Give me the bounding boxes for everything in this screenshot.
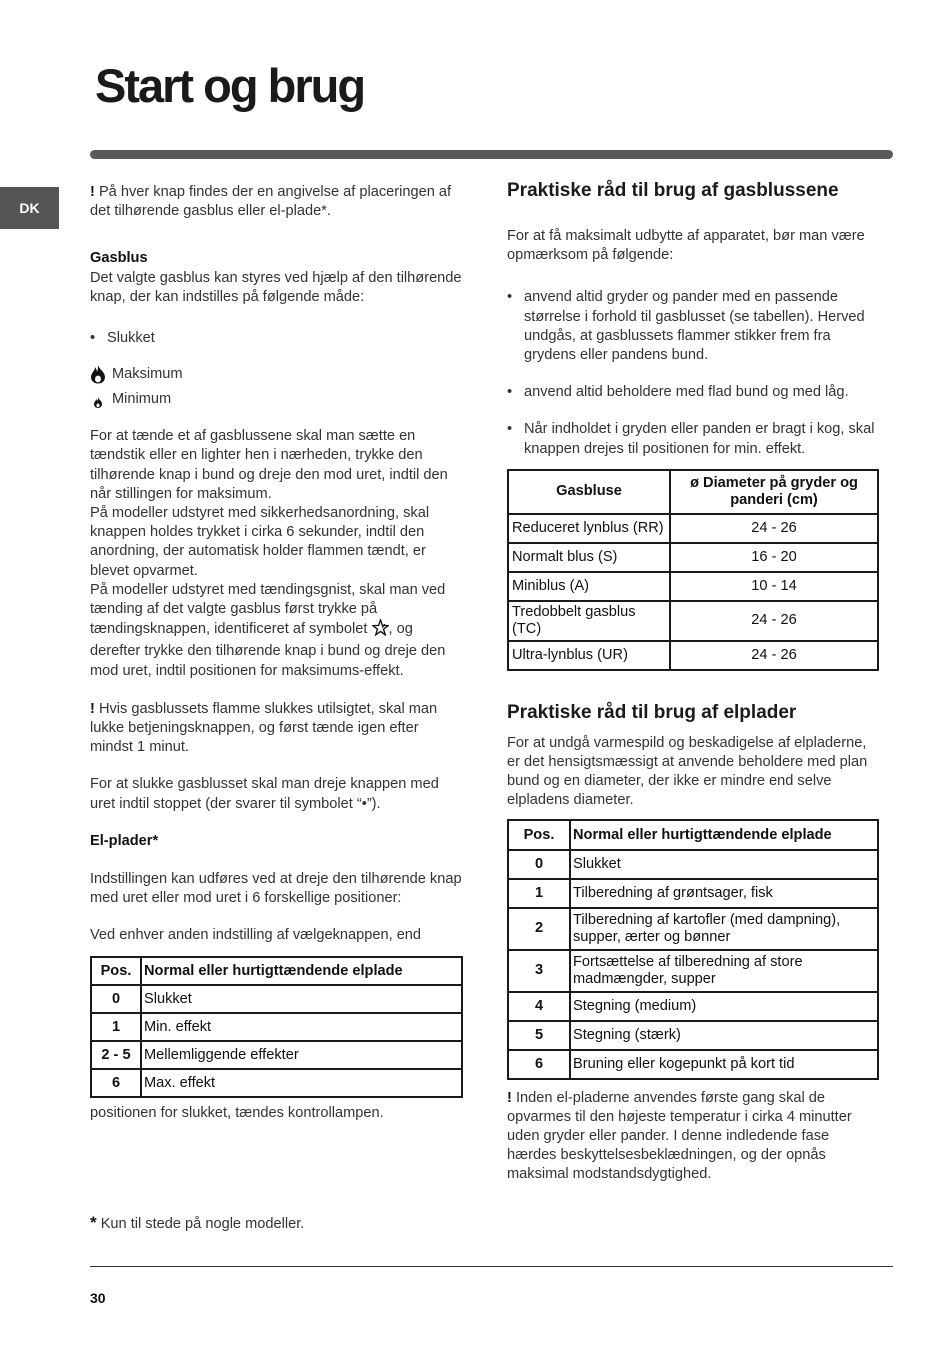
elplader-text-2: Ved enhver anden indstilling af vælgeknappen, end <box>90 927 422 944</box>
table-row: 6 Bruning eller kogepunkt på kort tid <box>508 1050 878 1079</box>
column-header: Normal eller hurtigttændende elplade <box>570 820 878 850</box>
setting-min: Minimum <box>90 390 465 409</box>
elplader-heading: El-plader* <box>90 832 159 849</box>
ignite-paragraph-1: For at tænde et af gasblussene skal man sætte en tændstik eller en lighter hen i nærheden, trykke den tilhørende knap i bund og dreje den mod uret, indtil den når stillingen for maksimum. <box>90 428 448 502</box>
language-tab: DK <box>0 187 59 229</box>
warning-mark: ! <box>90 184 95 200</box>
list-item: • Når indholdet i gryden eller panden er bragt i kog, skal knappen drejes til positionen for min. effekt. <box>507 420 881 458</box>
table-row: 4 Stegning (medium) <box>508 992 878 1021</box>
off-text: For at slukke gasblusset skal man dreje knappen med uret indtil stoppet (der svarer til symbolet “•”). <box>90 776 439 812</box>
table-row: 2 - 5 Mellemliggende effekter <box>91 1041 462 1069</box>
note-knob-position: ! På hver knap findes der en angivelse af placeringen af det tilhørende gasblus eller el-plade*. <box>90 184 452 220</box>
spark-icon <box>372 619 389 642</box>
table-row: Reduceret lynblus (RR) 24 - 26 <box>508 514 878 543</box>
table-row: Miniblus (A) 10 - 14 <box>508 572 878 601</box>
column-header: Pos. <box>508 820 570 850</box>
gasblus-heading: Gasblus <box>90 250 148 267</box>
small-flame-icon <box>90 391 112 409</box>
column-header: Gasbluse <box>508 470 670 514</box>
column-header: ø Diameter på gryder og panderi (cm) <box>670 470 878 514</box>
gas-tips-heading: Praktiske råd til brug af gasblussene <box>507 180 839 201</box>
elplade-position-table <box>90 956 463 1098</box>
list-item: • anvend altid beholdere med flad bund og med låg. <box>507 383 881 402</box>
table-row: 2 Tilberedning af kartofler (med dampning), supper, ærter og bønner <box>508 908 878 950</box>
setting-off: • Slukket <box>90 329 465 348</box>
footnote: * Kun til stede på nogle modeller. <box>90 1213 305 1232</box>
elplade-usage-table <box>507 819 879 1080</box>
warning-mark: ! <box>90 700 95 717</box>
ignite-paragraph-3: På modeller udstyret med tændingsgnist, skal man ved tænding af det valgte gasblus først trykke på tændingsknappen, identificeret af symbolet , og derefter trykke den tilhørende knap i bund og dreje den mod uret, indtil positionen for maksimums-effekt. <box>90 581 446 679</box>
page-number: 30 <box>90 1290 106 1306</box>
table-row: Normalt blus (S) 16 - 20 <box>508 543 878 572</box>
warning-mark: ! <box>507 1089 512 1106</box>
table-row: 3 Fortsættelse af tilberedning af store madmængder, supper <box>508 950 878 992</box>
elplader-text: Indstillingen kan udføres ved at dreje den tilhørende knap med uret eller mod uret i 6 forskellige positioner: <box>90 871 462 907</box>
ignite-paragraph-2: På modeller udstyret med sikkerhedsanordning, skal knappen holdes trykket i cirka 6 sekunder, indtil den anordning, der automatisk holder flammen tændt, er blevet opvarmet. <box>90 505 430 579</box>
table-header-row <box>91 957 462 985</box>
setting-max: Maksimum <box>90 364 465 384</box>
column-header: Pos. <box>91 957 141 985</box>
large-flame-icon <box>90 364 112 384</box>
right-column <box>507 179 881 1185</box>
table-row: 1 Tilberedning af grøntsager, fisk <box>508 879 878 908</box>
el-tips-heading: Praktiske råd til brug af elplader <box>507 701 797 723</box>
table-row: 6 Max. effekt <box>91 1069 462 1097</box>
dot-icon: • <box>507 289 513 306</box>
after-table-text: positionen for slukket, tændes kontrollampen. <box>90 1104 384 1121</box>
el-tips-intro: For at undgå varmespild og beskadigelse af elpladerne, er det hensigtsmæssigt at anvende beholdere med plan bund og en diameter, der ikke er mindre end selve elpladens diameter. <box>507 734 868 809</box>
dot-icon: • <box>507 421 513 438</box>
page-title: Start og brug <box>95 59 365 112</box>
asterisk-mark: * <box>90 1213 97 1232</box>
list-item: • anvend altid gryder og pander med en passende størrelse i forhold til gasblusset (se tabellen). Herved undgås, at gasblussets flammer stikker frem fra grydens eller pandens bund. <box>507 288 881 365</box>
footer-divider <box>90 1266 893 1267</box>
burner-diameter-table <box>507 469 879 671</box>
table-header-row <box>508 470 878 514</box>
gas-tips-intro: For at få maksimalt udbytte af apparatet, bør man være opmærksom på følgende: <box>507 228 865 264</box>
left-column <box>90 183 465 1123</box>
dot-icon: • <box>90 330 96 347</box>
column-header: Normal eller hurtigttændende elplade <box>141 957 462 985</box>
table-row: 1 Min. effekt <box>91 1013 462 1041</box>
note-first-use: ! Inden el-pladerne anvendes første gang skal de opvarmes til den højeste temperatur i cirka 4 minutter uden gryder eller pander. I denne indledende fase hærdes beskyttelsesbeklædningen, og der opnås maksimal modstandsdygtighed. <box>507 1089 852 1183</box>
note-flame-out: ! Hvis gasblussets flamme slukkes utilsigtet, skal man lukke betjeningsknappen, og først tænde igen efter mindst 1 minut. <box>90 700 438 756</box>
title-divider <box>90 150 893 159</box>
gasblus-text: Det valgte gasblus kan styres ved hjælp af den tilhørende knap, der kan indstilles på følgende måde: <box>90 269 462 305</box>
table-row: 0 Slukket <box>91 985 462 1013</box>
table-header-row <box>508 820 878 850</box>
table-row: Tredobbelt gasblus (TC) 24 - 26 <box>508 601 878 641</box>
table-row: 0 Slukket <box>508 850 878 879</box>
table-row: Ultra-lynblus (UR) 24 - 26 <box>508 641 878 670</box>
dot-icon: • <box>507 384 513 401</box>
table-row: 5 Stegning (stærk) <box>508 1021 878 1050</box>
